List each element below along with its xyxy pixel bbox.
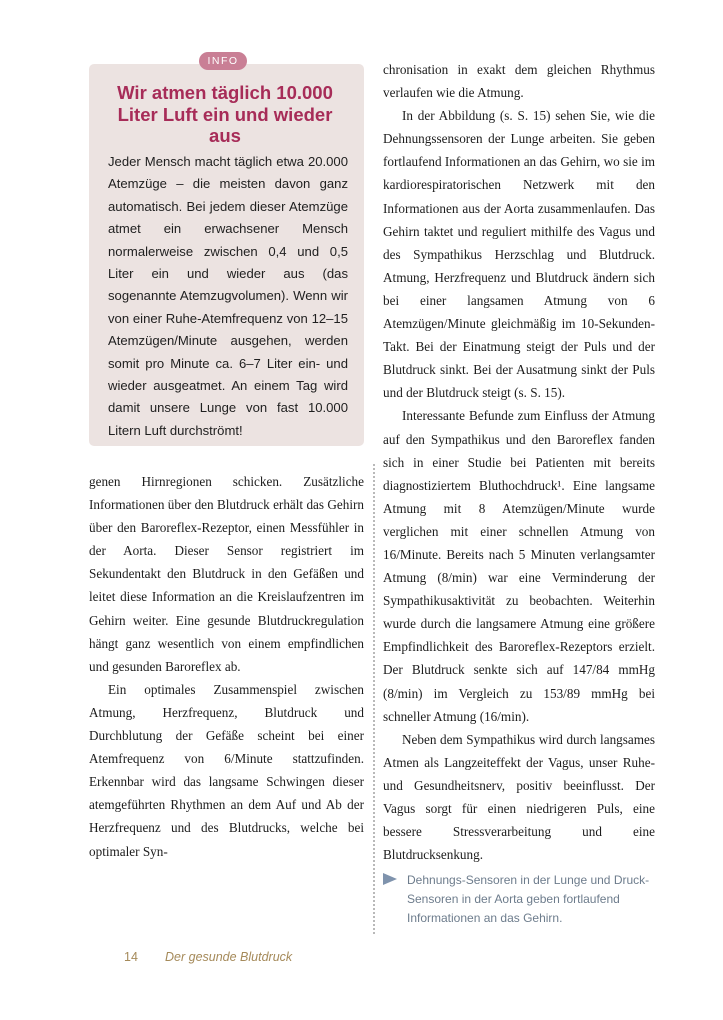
info-box-body: Jeder Mensch macht täglich etwa 20.000 Atemzüge – die meisten davon ganz automatisch. Bei jedem dieser Atemzüge atmet ein erwachsener Mensch normalerweise zwischen 0,4 und 0,5 Liter ein und wieder aus (das sogenannte Atemzugvolumen). Wenn wir von einer Ruhe-Atemfrequenz von 12–15 Atemzügen/Minute ausgehen, werden somit pro Minute ca. 6–7 Liter ein- und wieder ausgeatmet. An einem Tag wird damit unsere Lunge von fast 10.000 Litern Luft durchströmt! xyxy=(108,154,348,438)
triangle-right-icon xyxy=(383,873,397,885)
paragraph: Neben dem Sympathikus wird durch langsames Atmen als Langzeiteffekt der Vagus, unser Ruhe- und Gesundheitsnerv, positiv beeinflusst. Der Vagus sorgt für einen niedrigeren Puls, eine bessere Stressverarbeitung und eine Blutdrucksenkung. xyxy=(383,731,655,863)
info-box-title: Wir atmen täglich 10.000 Liter Luft ein und wieder aus xyxy=(117,82,333,146)
paragraph: genen Hirnregionen schicken. Zusätzliche Informationen über den Blutdruck erhält das Gehirn über den Baroreflex-Rezeptor, einen Messfühler in der Aorta. Dieser Sensor registriert im Sekundentakt den Blutdruck in den Gefäßen und leitet diese Information an die Kreislaufzentren im Gehirn weiter. Eine gesunde Blutdruckregulation hängt ganz wesentlich von einem empfindlichen und gesunden Baroreflex ab. xyxy=(89,474,364,674)
paragraph: chronisation in exakt dem gleichen Rhythmus verlaufen wie die Atmung. xyxy=(383,62,655,101)
left-column xyxy=(89,470,364,863)
page-number: 14 xyxy=(124,950,138,964)
paragraph: Interessante Befunde zum Einfluss der Atmung auf den Sympathikus und den Baroreflex fanden sich in einer Studie bei Patienten mit bereits diagnostiziertem Bluthochdruck¹. Eine langsame Atmung mit 8 Atemzügen/Minute wurde verglichen mit einer schnellen Atmung von 16/Minute. Bereits nach 5 Minuten verlangsamter Atmung (8/min) war eine Verminderung der Sympathikusaktivität zu beobachten. Weiterhin wurde durch die langsamere Atmung eine größere Empfindlichkeit des Baroreflex-Rezeptors erzielt. Der Blutdruck senkte sich auf 147/84 mmHg (8/min) im Vergleich zu 153/89 mmHg bei schneller Atmung (16/min). xyxy=(383,408,655,724)
paragraph: In der Abbildung (s. S. 15) sehen Sie, wie die Dehnungssensoren der Lunge arbeiten. Sie geben fortlaufend Informationen an das Gehirn, wo sie im kardiorespiratorischen Netzwerk mit den Informationen aus der Aorta zusammenlaufen. Das Gehirn taktet und reguliert mithilfe des Vagus und des Sympathikus Herzschlag und Blutdruck. Atmung, Herzfrequenz und Blutdruck ändern sich bei einer langsamen Atmung von 6 Atemzügen/Minute gleichmäßig im 10-Sekunden-Takt. Bei der Einatmung steigt der Puls und der Blutdruck sinkt. Bei der Ausatmung sinkt der Puls und der Blutdruck steigt (s. S. 15). xyxy=(383,108,655,401)
running-title: Der gesunde Blutdruck xyxy=(165,950,293,964)
paragraph: Ein optimales Zusammenspiel zwischen Atmung, Herzfrequenz, Blutdruck und Durchblutung der Gefäße scheint bei einer Atemfrequenz von 6/Minute stattzufinden. Erkennbar wird das langsame Schwingen dieser atemgeführten Rhythmen an dem Auf und Ab der Herzfrequenz und des Blutdrucks, welche bei optimaler Syn- xyxy=(89,681,364,859)
info-badge: INFO xyxy=(199,52,247,70)
right-column xyxy=(383,58,655,866)
caption-text: Dehnungs-Sensoren in der Lunge und Druck-Sensoren in der Aorta geben fortlaufend Informationen an das Gehirn. xyxy=(407,873,650,925)
column-divider xyxy=(373,464,375,934)
